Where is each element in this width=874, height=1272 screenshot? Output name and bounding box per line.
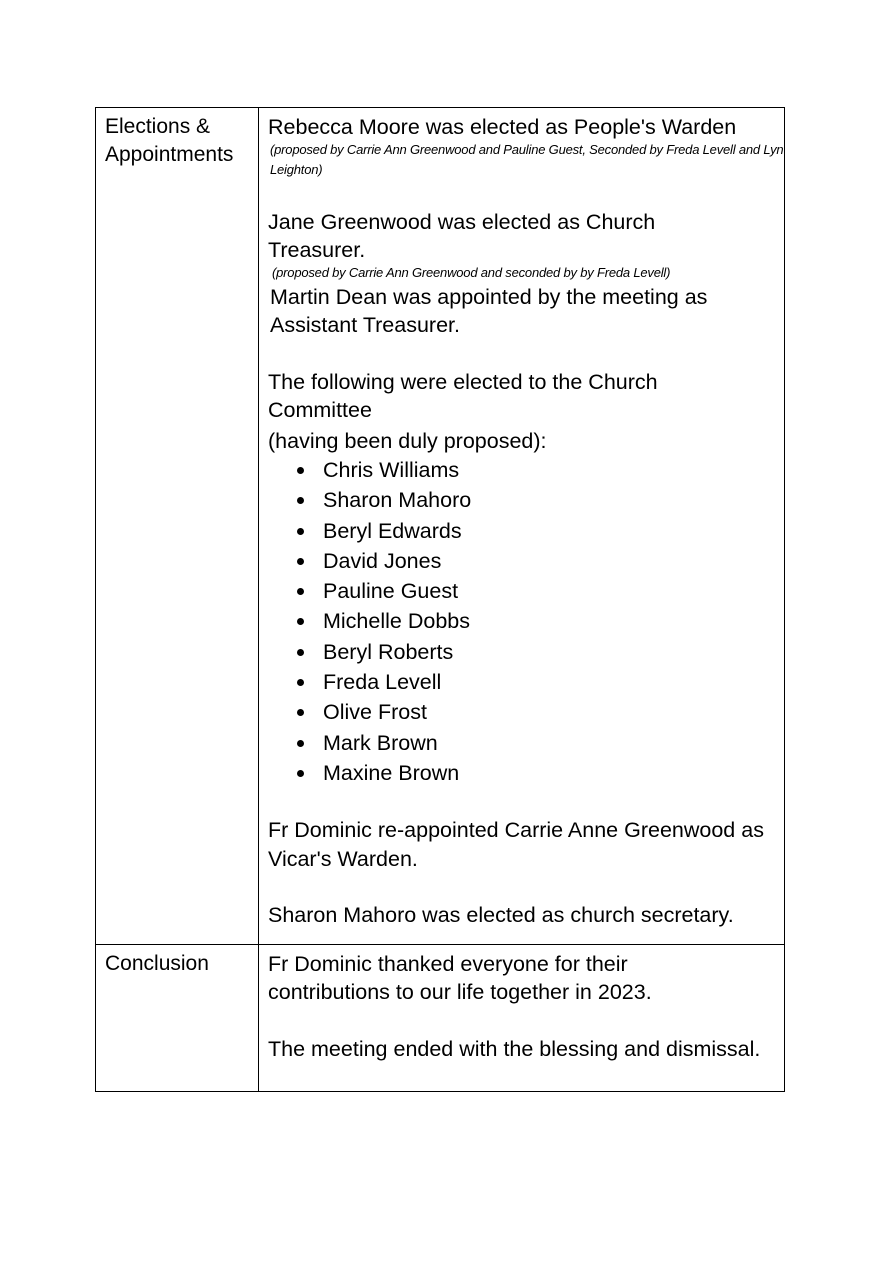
vicars-warden-text: Fr Dominic re-appointed Carrie Anne Greenwood as Vicar's Warden. xyxy=(268,818,764,871)
secretary-text: Sharon Mahoro was elected as church secretary. xyxy=(268,903,734,928)
thanks-text: Fr Dominic thanked everyone for their contributions to our life together in 2023. xyxy=(268,951,652,1005)
assistant-treasurer-text: Martin Dean was appointed by the meeting as Assistant Treasurer. xyxy=(270,284,708,337)
row-label-conclusion: Conclusion xyxy=(105,951,209,975)
elections-content xyxy=(259,108,784,944)
label-cell xyxy=(96,944,259,1092)
content-cell xyxy=(259,108,785,945)
label-cell xyxy=(96,108,259,945)
list-item: Michelle Dobbs xyxy=(323,606,784,636)
list-item: Chris Williams xyxy=(323,455,784,485)
spacer xyxy=(268,788,784,816)
list-item: David Jones xyxy=(323,546,784,576)
committee-member-list xyxy=(268,455,784,788)
committee-intro: The following were elected to the Church Committee xyxy=(268,369,658,422)
spacer xyxy=(268,1007,784,1035)
list-item: Freda Levell xyxy=(323,667,784,697)
conclusion-content xyxy=(259,945,784,1092)
list-item: Pauline Guest xyxy=(323,576,784,606)
list-item: Olive Frost xyxy=(323,697,784,727)
spacer xyxy=(268,873,784,901)
treasurer-text: Jane Greenwood was elected as Church Treasurer. xyxy=(268,209,656,262)
list-item: Mark Brown xyxy=(323,728,784,758)
table-row-elections xyxy=(96,108,785,945)
list-item: Beryl Edwards xyxy=(323,516,784,546)
list-item: Beryl Roberts xyxy=(323,637,784,667)
spacer xyxy=(268,340,784,368)
list-item: Sharon Mahoro xyxy=(323,485,784,515)
content-cell xyxy=(259,944,785,1092)
spacer xyxy=(268,180,784,208)
ending-text: The meeting ended with the blessing and dismissal. xyxy=(268,1036,761,1061)
committee-intro-note: (having been duly proposed): xyxy=(268,428,547,453)
peoples-warden-text: Rebecca Moore was elected as People's Warden xyxy=(268,115,737,139)
table-row-conclusion xyxy=(96,944,785,1092)
peoples-warden-proposed: (proposed by Carrie Ann Greenwood and Pauline Guest, Seconded by Freda Levell and Lyn Leighton) xyxy=(270,141,784,177)
row-label-elections: Elections & Appointments xyxy=(105,115,234,166)
minutes-table xyxy=(95,107,785,1092)
treasurer-proposed: (proposed by Carrie Ann Greenwood and seconded by by Freda Levell) xyxy=(272,264,671,280)
list-item: Maxine Brown xyxy=(323,758,784,788)
